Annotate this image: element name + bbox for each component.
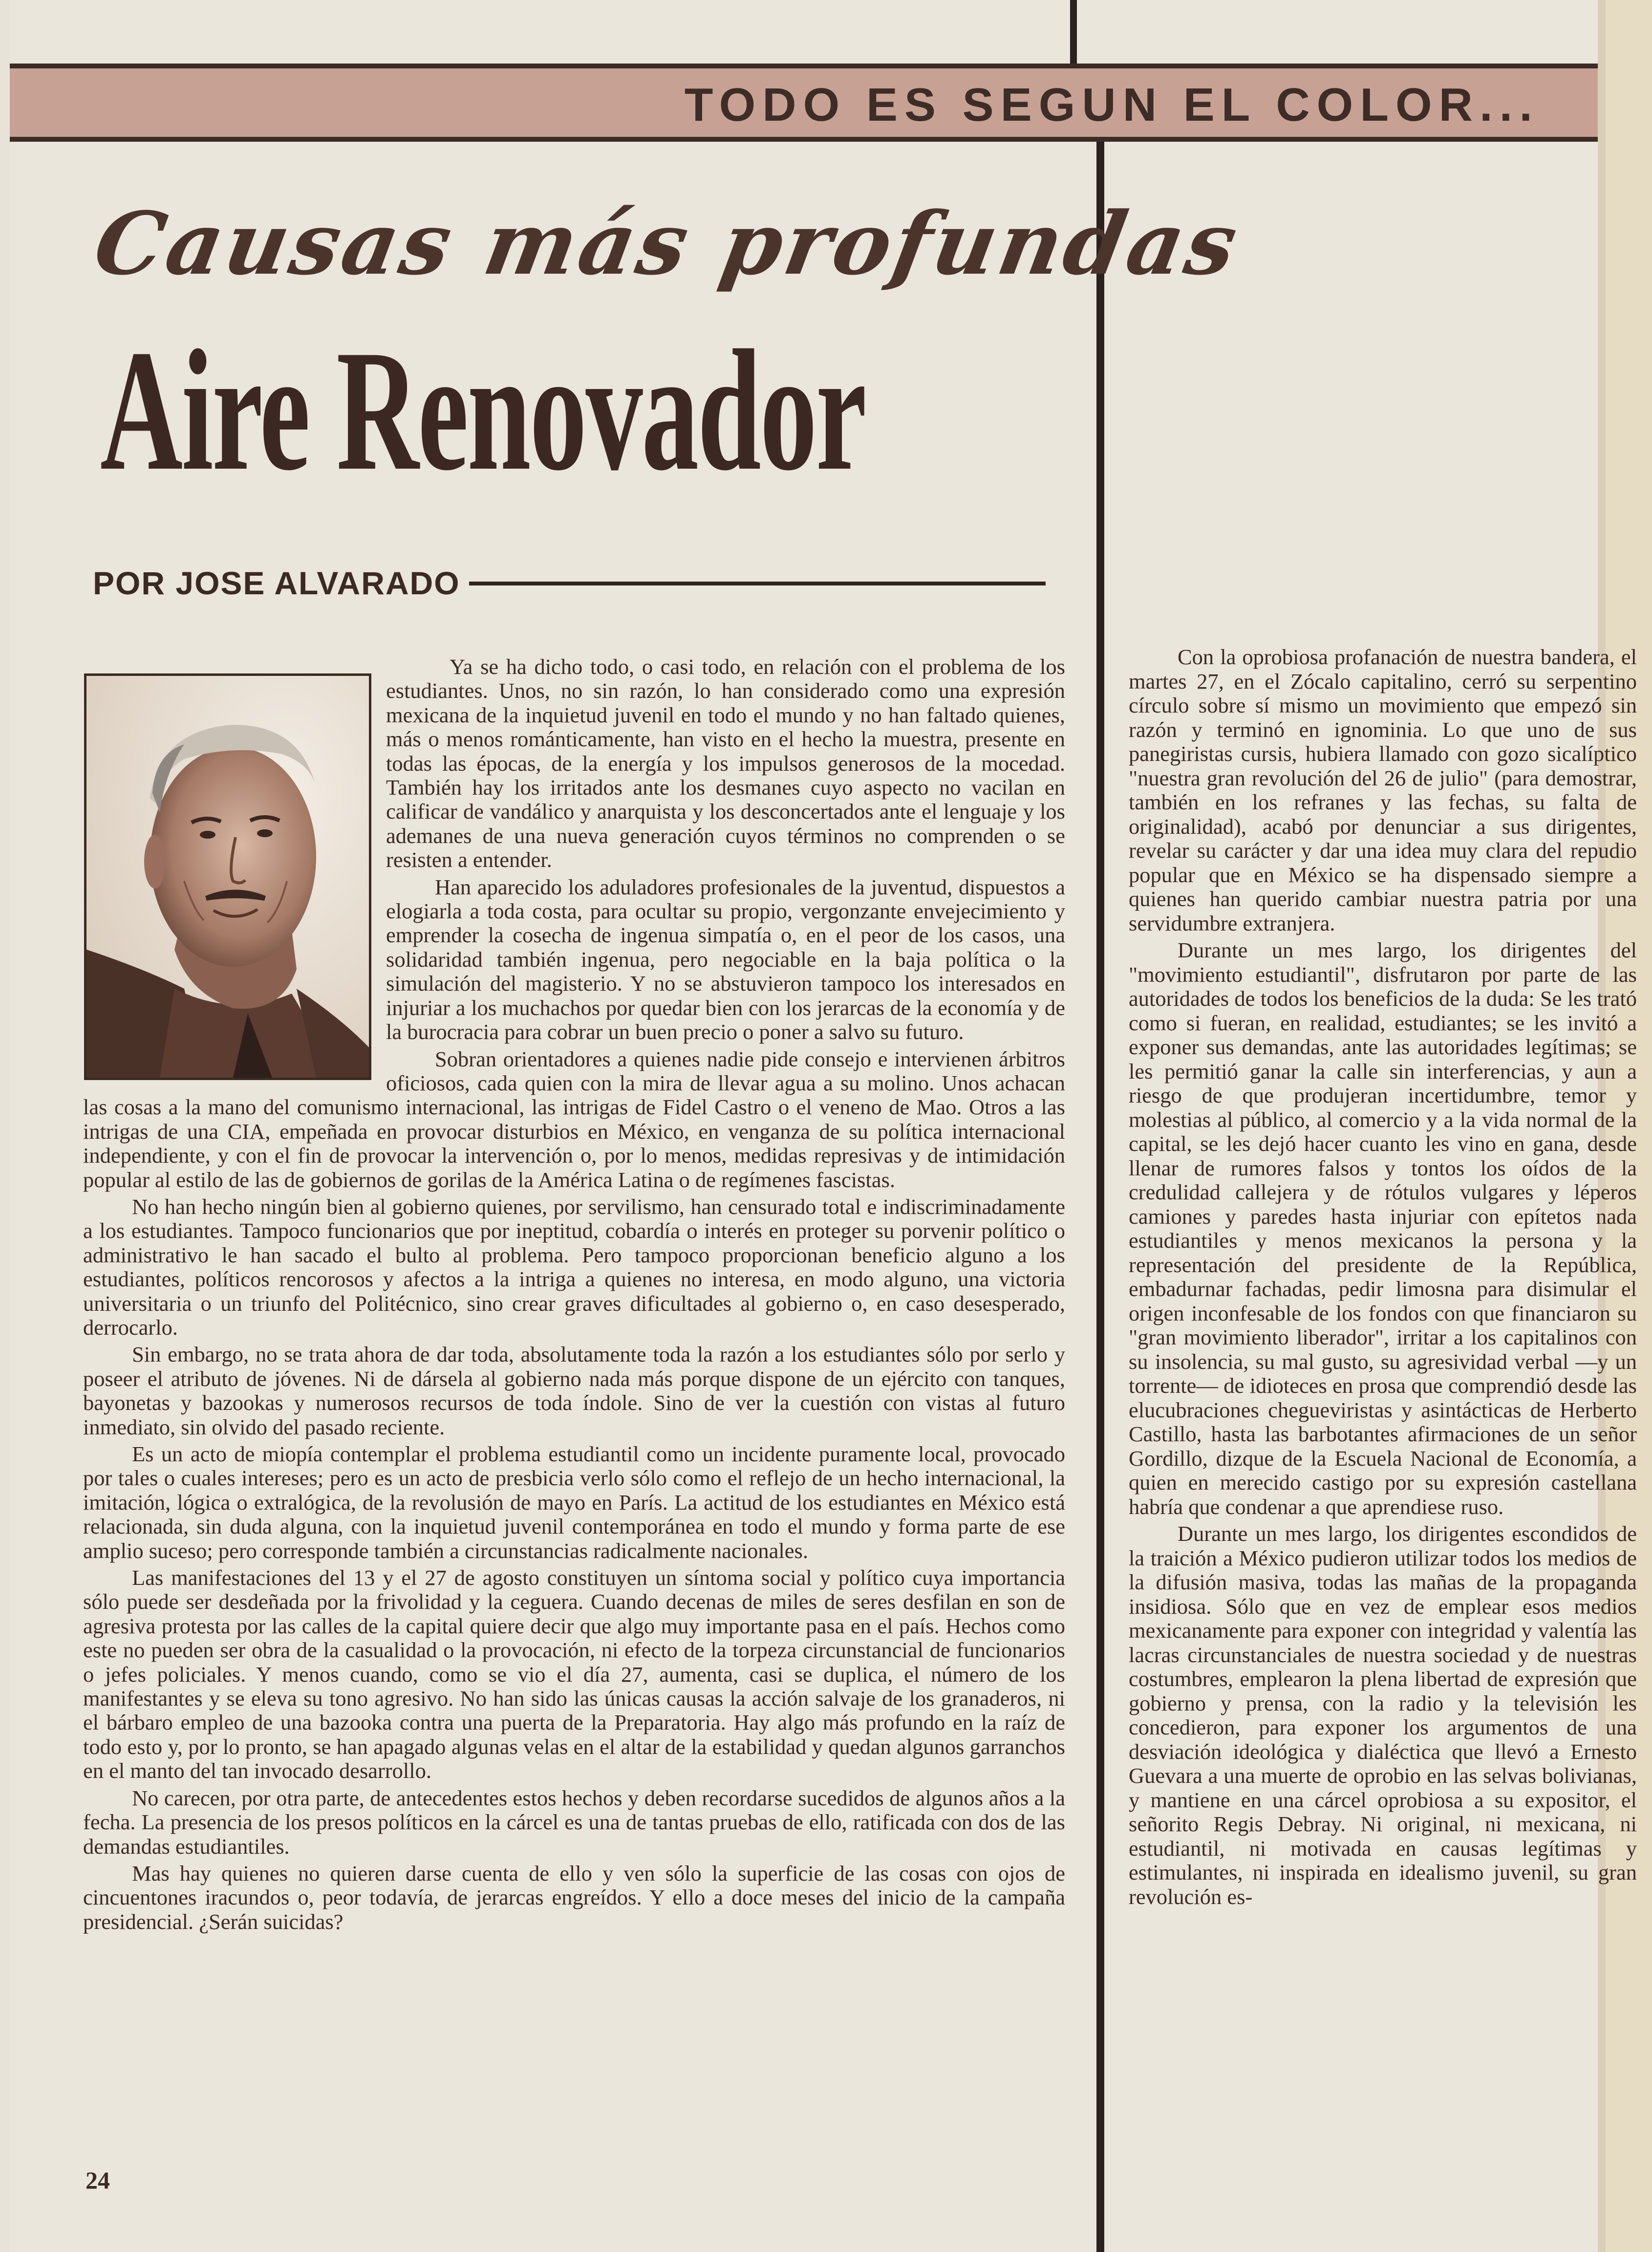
page-number: 24 [86, 2166, 110, 2194]
paragraph: Mas hay quienes no quieren darse cuenta de ello y ven sólo la superficie de las cosas con ojos de cincuentones iracundos o, peor todavía, de jerarcas engreídos. Y ello a doce meses del inicio de la campaña presidencial. ¿Serán suicidas? [83, 1861, 1065, 1934]
paragraph: Sin embargo, no se trata ahora de dar toda, absolutamente toda la razón a los estudiantes sólo por serlo y poseer el atributo de jóvenes. Ni de dársela al gobierno nada más porque dispone de un ejército con tanques, bayonetas y bazookas y numerosos recursos de toda índole. Sino de ver la cuestión con vistas al futuro inmediato, sin olvido del pasado reciente. [83, 1342, 1065, 1439]
photo-wrap-space [83, 655, 386, 1080]
column-divider-rule [1096, 142, 1104, 2252]
paragraph: Con la oprobiosa profanación de nuestra bandera, el martes 27, en el Zócalo capitalino, cerró su serpentino círculo sobre sí mismo un movimiento que empezó sin razón y terminó en ignominia. Lo que uno de sus panegiristas cursis, hubiera llamado con gozo sicalíptico "nuestra gran revolución del 26 de julio" (para demostrar, también en los refranes y las fechas, su falta de originalidad), acabó por denunciar a sus dirigentes, revelar su carácter y dar una idea muy clara del repudio popular que en México se ha dispensado siempre a quienes han querido cambiar nuestra patria por una servidumbre extranjera. [1129, 645, 1637, 935]
right-article-column [1129, 645, 1637, 1912]
paragraph: No han hecho ningún bien al gobierno quienes, por servilismo, han censurado total e indiscriminadamente a los estudiantes. Tampoco funcionarios que por ineptitud, cobardía o interés en proteger su porvenir político o administrativo le han sacado el bulto al problema. Pero tampoco proporcionan beneficio alguno a los estudiantes, políticos rencorosos y afectos a la intriga a quienes no interesa, en modo alguno, una victoria universitaria o un triunfo del Politécnico, sino crear graves dificultades al gobierno o, en caso desesperado, derrocarlo. [83, 1194, 1065, 1340]
paragraph: No carecen, por otra parte, de antecedentes estos hechos y deben recordarse sucedidos de algunos años a la fecha. La presencia de los presos políticos en la cárcel es una de tantas pruebas de ello, ratificada con dos de las demandas estudiantiles. [83, 1785, 1065, 1859]
byline-rule [469, 582, 1046, 585]
article-kicker: Causas más profundas [87, 193, 1247, 294]
paragraph: Durante un mes largo, los dirigentes escondidos de la traición a México pudieron utilizar todos los medios de la difusión masiva, todas las mañas de la propaganda insidiosa. Sólo que en vez de emplear esos medios mexicanamente para exponer con integridad y valentía las lacras circunstanciales de nuestra sociedad y de nuestras costumbres, emplearon la plena libertad de expresión que gobierno y prensa, con la radio y la televisión les concedieron, para exponer los argumentos de una desviación ideológica y dialéctica que llevó a Ernesto Guevara a una muerte de oprobio en las selvas bolivianas, y mantiene en una cárcel oprobiosa a su expositor, el señorito Regis Debray. Ni original, ni mexicana, ni estudiantil, ni motivada en causas legítimas y estimulantes, ni inspirada en idealismo juvenil, su gran revolución es- [1129, 1521, 1637, 1909]
paragraph: Es un acto de miopía contemplar el problema estudiantil como un incidente puramente local, provocado por tales o cuales intereses; pero es un acto de presbicia verlo sólo como el reflejo de un hecho internacional, la imitación, lógica o extralógica, de la revolusión de mayo en París. La actitud de los estudiantes en México está relacionada, sin duda alguna, con la inquietud juvenil contemporánea en todo el mundo y forma parte de ese amplio suceso; pero corresponde también a circunstancias radicalmente nacionales. [83, 1442, 1065, 1563]
section-banner [10, 64, 1598, 142]
left-article-column [83, 655, 1065, 1937]
paragraph: Han aparecido los aduladores profesionales de la juventud, dispuestos a elogiarla a toda costa, para ocultar su propio, vergonzante envejecimiento y emprender la cosecha de ingenua simpatía o, en el peor de los casos, una solidaridad también ingenua, pero negociable en la baja política o la simulación del magisterio. Y no se abstuvieron tampoco los interesados en injuriar a los muchachos por quedar bien con los jerarcas de la economía y de la burocracia para cobrar un buen precio o poner a salvo su futuro. [386, 874, 1065, 1044]
article-title: Aire Renovador [100, 314, 866, 506]
paragraph: Durante un mes largo, los dirigentes del "movimiento estudiantil", disfrutaron por parte de las autoridades de todos los beneficios de la duda: Se les trató como si fueran, en realidad, estudiantes; se les invitó a exponer sus demandas, ante las autoridades legítimas; se les permitió ganar la calle sin interferencias, y aun a riesgo de que produjeran incertidumbre, temor y molestias al público, al comercio y a la vida normal de la capital, se les dejó hacer cuanto les vino en gana, desde llenar de rumores falsos y tontos los oídos de la credulidad callejera y de rótulos vulgares y léperos camiones y paredes hasta injuriar con epítetos nada estudiantiles y menos mexicanos la persona y la representación del presidente de la República, embadurnar fachadas, pedir limosna para disimular el origen inconfesable de los fondos con que financiaron su "gran movimiento liberador", irritar a los capitalinos con su insolencia, su mal gusto, su agresividad verbal —y un torrente— de idioteces en prosa que comprendió desde las elucubraciones chegueviristas y asintácticas de Herberto Castillo, hasta las barbotantes afirmaciones de un señor Gordillo, dizque de la Escuela Nacional de Economía, a quien en merecido castigo por su expresión castellana habría que condenar a que aprendiese ruso. [1129, 938, 1637, 1519]
top-divider-rule [1070, 0, 1077, 64]
paragraph: Ya se ha dicho todo, o casi todo, en relación con el problema de los estudiantes. Unos, no sin razón, lo han considerado como una expresión mexicana de la inquietud juvenil en todo el mundo y no han faltado quienes, más o menos románticamente, han visto en el hecho la muestra, presente en todas las épocas, de la energía y los impulsos generosos de la mocedad. También hay los irritados ante los desmanes cuyo aspecto no vacilan en calificar de vandálico y anarquista y los desconcertados ante el lenguaje y los ademanes de una nueva generación cuyos términos no comprenden o se resisten a entender. [386, 654, 1065, 872]
section-title: TODO ES SEGUN EL COLOR... [684, 79, 1539, 131]
paragraph: Las manifestaciones del 13 y el 27 de agosto constituyen un síntoma social y político cuya importancia sólo puede ser desdeñada por la frivolidad y la ceguera. Cuando decenas de miles de seres desfilan en son de agresiva protesta por las calles de la capital quiere decir que algo muy importante pasa en el país. Hechos como este no pueden ser obra de la casualidad o la provocación, ni efecto de la torpeza circunstancial de funcionarios o jefes policiales. Y menos cuando, como se vio el día 27, aumenta, casi se duplica, el número de los manifestantes y se eleva su tono agresivo. No han sido las únicas causas la acción salvaje de los granaderos, ni el bárbaro empleo de una bazooka contra una puerta de la Preparatoria. Hay algo más profundo en la raíz de todo esto y, por lo pronto, se han apagado algunas velas en el altar de la estabilidad y quedan algunos garranchos en el manto del tan invocado desarrollo. [83, 1565, 1065, 1783]
article-byline: POR JOSE ALVARADO [93, 565, 460, 601]
paragraph: Sobran orientadores a quienes nadie pide consejo e intervienen árbitros oficiosos, cada quien con la mira de llevar agua a su molino. Unos achacan las cosas a la mano del comunismo internacional, las intrigas de Fidel Castro o el veneno de Mao. Otros a las intrigas de una CIA, empeñada en provocar disturbios en México, en venganza de su política internacional independiente, y con el fin de provocar la intervención o, por lo menos, medidas represivas y de intimidación popular al estilo de las de gobiernos de gorilas de la América Latina o de regímenes fascistas. [83, 1046, 1065, 1192]
